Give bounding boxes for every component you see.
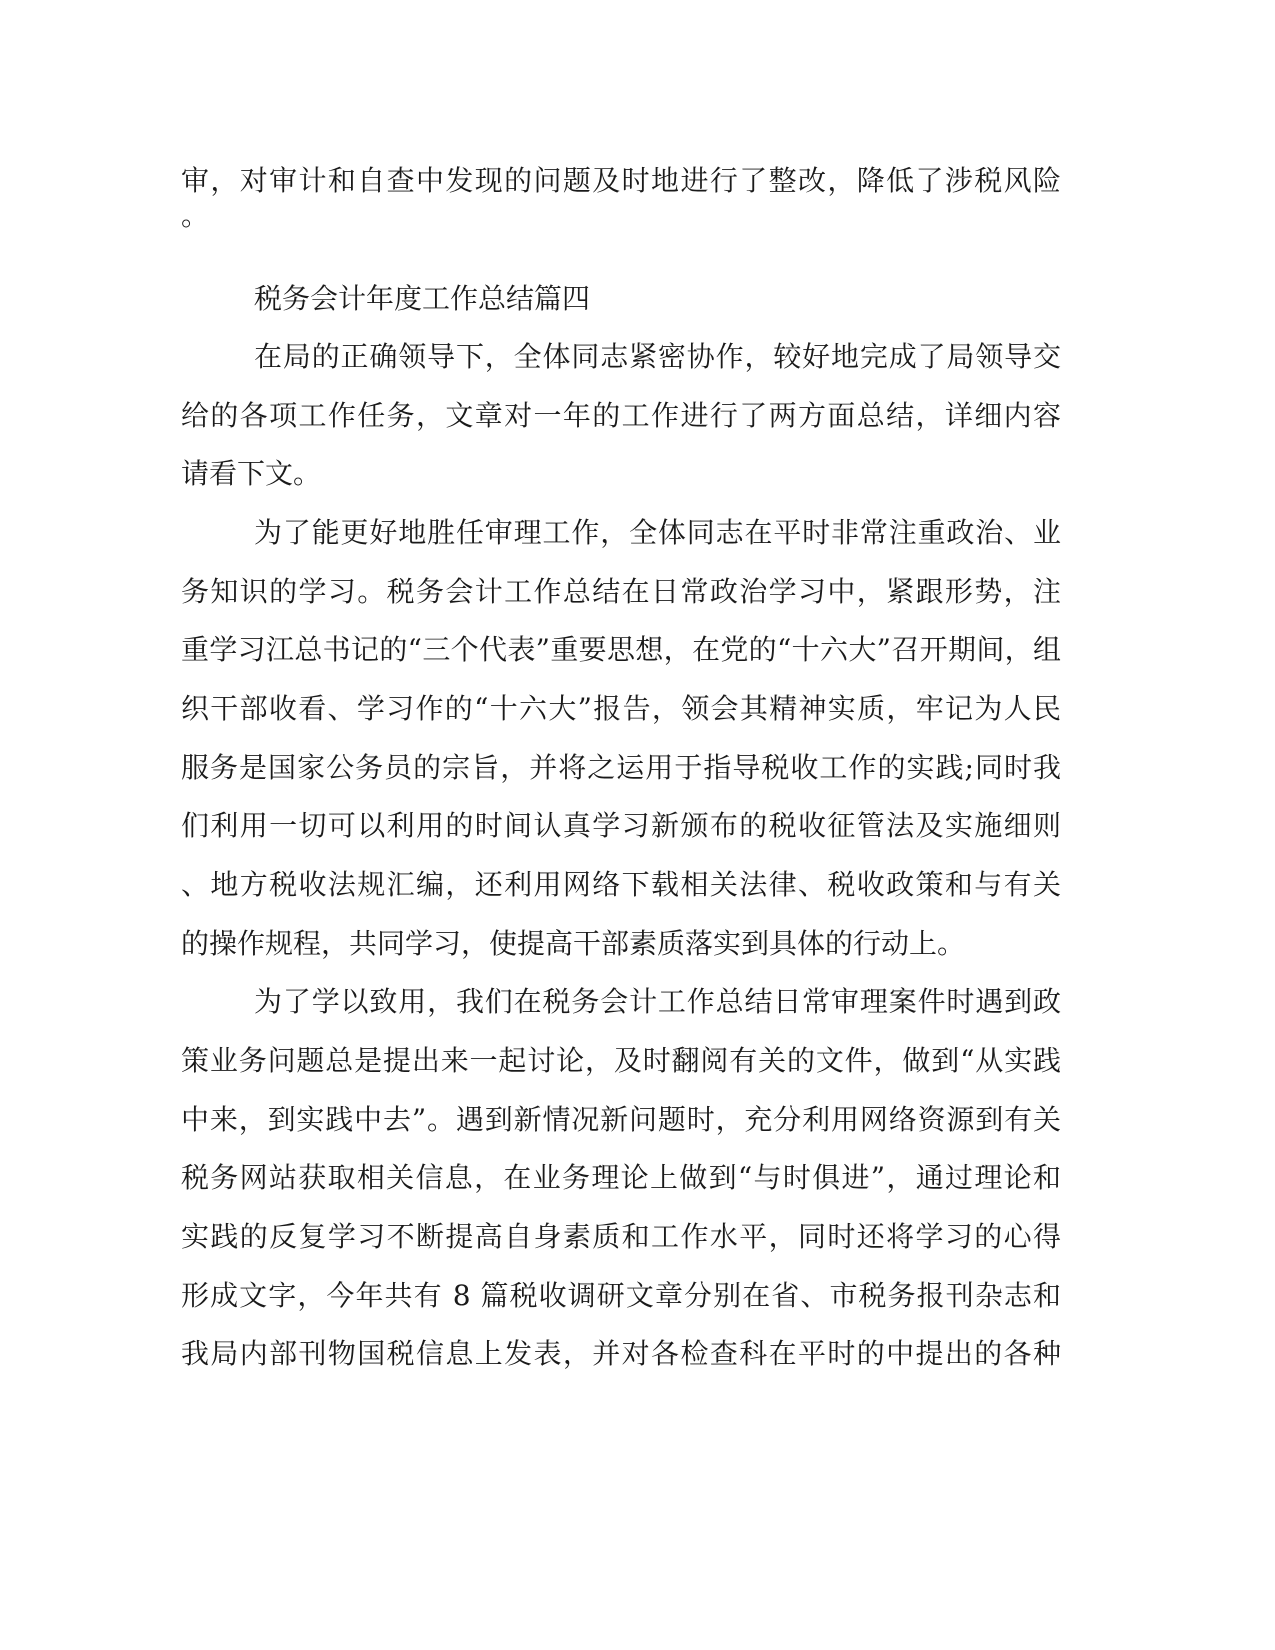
text-line-9: 重学习江总书记的“三个代表”重要思想，在党的“十六大”召开期间，组	[181, 633, 1061, 666]
text-line-7: 为了能更好地胜任审理工作，全体同志在平时非常注重政治、业	[254, 516, 1061, 549]
text-line-2: 。	[181, 199, 210, 232]
text-line-4: 在局的正确领导下，全体同志紧密协作，较好地完成了局领导交	[254, 340, 1061, 373]
text-line-5: 给的各项工作任务，文章对一年的工作进行了两方面总结，详细内容	[181, 399, 1061, 432]
text-line-12: 们利用一切可以利用的时间认真学习新颁布的税收征管法及实施细则	[181, 809, 1061, 842]
text-line-19: 实践的反复学习不断提高自身素质和工作水平，同时还将学习的心得	[181, 1220, 1061, 1253]
text-line-8: 务知识的学习。税务会计工作总结在日常政治学习中，紧跟形势，注	[181, 575, 1061, 608]
text-line-20: 形成文字，今年共有 8 篇税收调研文章分别在省、市税务报刊杂志和	[181, 1279, 1061, 1312]
text-line-6: 请看下文。	[181, 457, 322, 490]
text-line-15: 为了学以致用，我们在税务会计工作总结日常审理案件时遇到政	[254, 985, 1061, 1018]
text-line-13: 、地方税收法规汇编，还利用网络下载相关法律、税收政策和与有关	[181, 868, 1061, 901]
text-line-21: 我局内部刊物国税信息上发表，并对各检查科在平时的中提出的各种	[181, 1337, 1061, 1370]
text-line-14: 的操作规程，共同学习，使提高干部素质落实到具体的行动上。	[181, 927, 966, 960]
text-line-18: 税务网站获取相关信息，在业务理论上做到“与时俱进”，通过理论和	[181, 1161, 1061, 1194]
text-line-10: 织干部收看、学习作的“十六大”报告，领会其精神实质，牢记为人民	[181, 692, 1061, 725]
section-heading: 税务会计年度工作总结篇四	[254, 282, 591, 315]
text-line-17: 中来，到实践中去”。遇到新情况新问题时，充分利用网络资源到有关	[181, 1103, 1061, 1136]
text-line-1: 审，对审计和自查中发现的问题及时地进行了整改，降低了涉税风险	[181, 164, 1061, 197]
text-line-16: 策业务问题总是提出来一起讨论，及时翻阅有关的文件，做到“从实践	[181, 1044, 1061, 1077]
text-line-11: 服务是国家公务员的宗旨，并将之运用于指导税收工作的实践;同时我	[181, 751, 1061, 784]
